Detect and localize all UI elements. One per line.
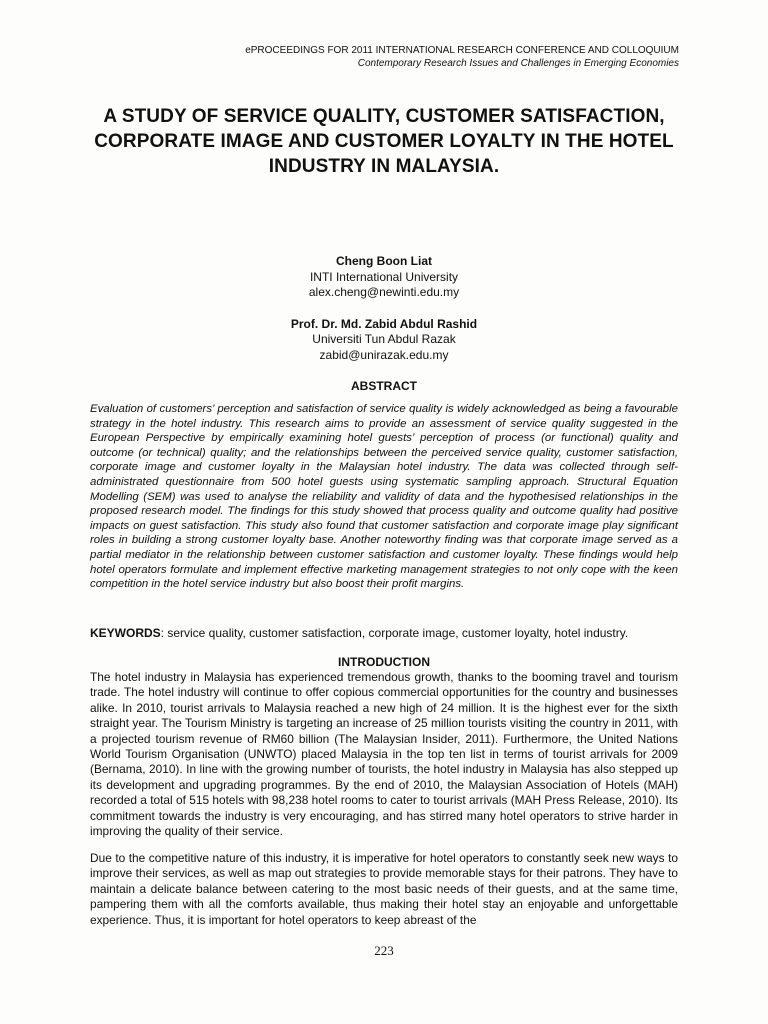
author-2 xyxy=(90,317,678,364)
abstract-heading: ABSTRACT xyxy=(351,379,417,393)
author-email: zabid@unirazak.edu.my xyxy=(319,347,449,362)
author-affiliation: Universiti Tun Abdul Razak xyxy=(312,332,456,347)
introduction-heading: INTRODUCTION xyxy=(338,655,430,669)
author-1 xyxy=(90,254,678,301)
paper-title: A STUDY OF SERVICE QUALITY, CUSTOMER SATISFACTION, CORPORATE IMAGE AND CUSTOMER LOYALTY IN THE HOTEL INDUSTRY IN MALAYSIA. xyxy=(94,106,674,177)
header-conference-line: ePROCEEDINGS FOR 2011 INTERNATIONAL RESEARCH CONFERENCE AND COLLOQUIUM xyxy=(245,45,679,56)
author-block xyxy=(90,254,678,364)
introduction-paragraph-2: Due to the competitive nature of this industry, it is imperative for hotel operators to constantly seek new ways to improve their services, as well as map out strategies to provide memorable stays for their patrons. They have to maintain a delicate balance between catering to the most basic needs of their guests, and at the same time, pampering them with all the comforts available, thus making their hotel stay an enjoyable and unforgettable experience. Thus, it is important for hotel operators to keep abreast of the xyxy=(90,851,678,927)
author-name: Prof. Dr. Md. Zabid Abdul Rashid xyxy=(290,316,478,331)
page-number: 223 xyxy=(374,943,394,958)
keywords-line xyxy=(90,626,678,641)
author-email: alex.cheng@newinti.edu.my xyxy=(308,285,460,300)
header-theme-line: Contemporary Research Issues and Challenges in Emerging Economies xyxy=(357,58,679,69)
abstract-text: Evaluation of customers’ perception and satisfaction of service quality is widely acknowledged as being a favourable strategy in the hotel industry. This research aims to provide an assessment of service quality suggested in the European Perspective by empirically examining hotel guests’ perception of process (or functional) quality and outcome (or technical) quality; and the relationships between the perceived service quality, customer satisfaction, corporate image and customer loyalty in the Malaysian hotel industry. The data was collected through self-administrated questionnaire from 500 hotel guests using systematic sampling approach. Structural Equation Modelling (SEM) was used to analyse the reliability and validity of data and the hypothesised relationships in the proposed research model. The findings for this study showed that process quality and outcome quality had positive impacts on guest satisfaction. This study also found that customer satisfaction and corporate image play significant roles in building a strong customer loyalty base. Another noteworthy finding was that corporate image served as a partial mediator in the relationship between customer satisfaction and customer loyalty. These findings would help hotel operators formulate and implement effective marketing management strategies to not only cope with the keen competition in the hotel service industry but also boost their profit margins. xyxy=(90,403,678,591)
keywords-label: KEYWORDS xyxy=(90,626,161,640)
introduction-paragraph-1: The hotel industry in Malaysia has experienced tremendous growth, thanks to the booming travel and tourism trade. The hotel industry will continue to offer copious commercial opportunities for the country and businesses alike. In 2010, tourist arrivals to Malaysia reached a new high of 24 million. It is the highest ever for the sixth straight year. The Tourism Ministry is targeting an increase of 25 million tourists visiting the country in 2011, with a projected tourism revenue of RM60 billion (The Malaysian Insider, 2011). Furthermore, the United Nations World Tourism Organisation (UNWTO) placed Malaysia in the top ten list in terms of tourist arrivals for 2009 (Bernama, 2010). In line with the growing number of tourists, the hotel industry in Malaysia has also stepped up its development and upgrading programmes. By the end of 2010, the Malaysian Association of Hotels (MAH) recorded a total of 515 hotels with 98,238 hotel rooms to cater to tourist arrivals (MAH Press Release, 2010). Its commitment towards the industry is very encouraging, and has stirred many hotel operators to strive harder in improving the quality of their service. xyxy=(90,670,678,839)
keywords-list: : service quality, customer satisfaction, corporate image, customer loyalty, hotel industry. xyxy=(160,626,629,640)
running-header xyxy=(245,44,679,70)
author-name: Cheng Boon Liat xyxy=(336,254,432,268)
author-affiliation: INTI International University xyxy=(309,269,459,284)
